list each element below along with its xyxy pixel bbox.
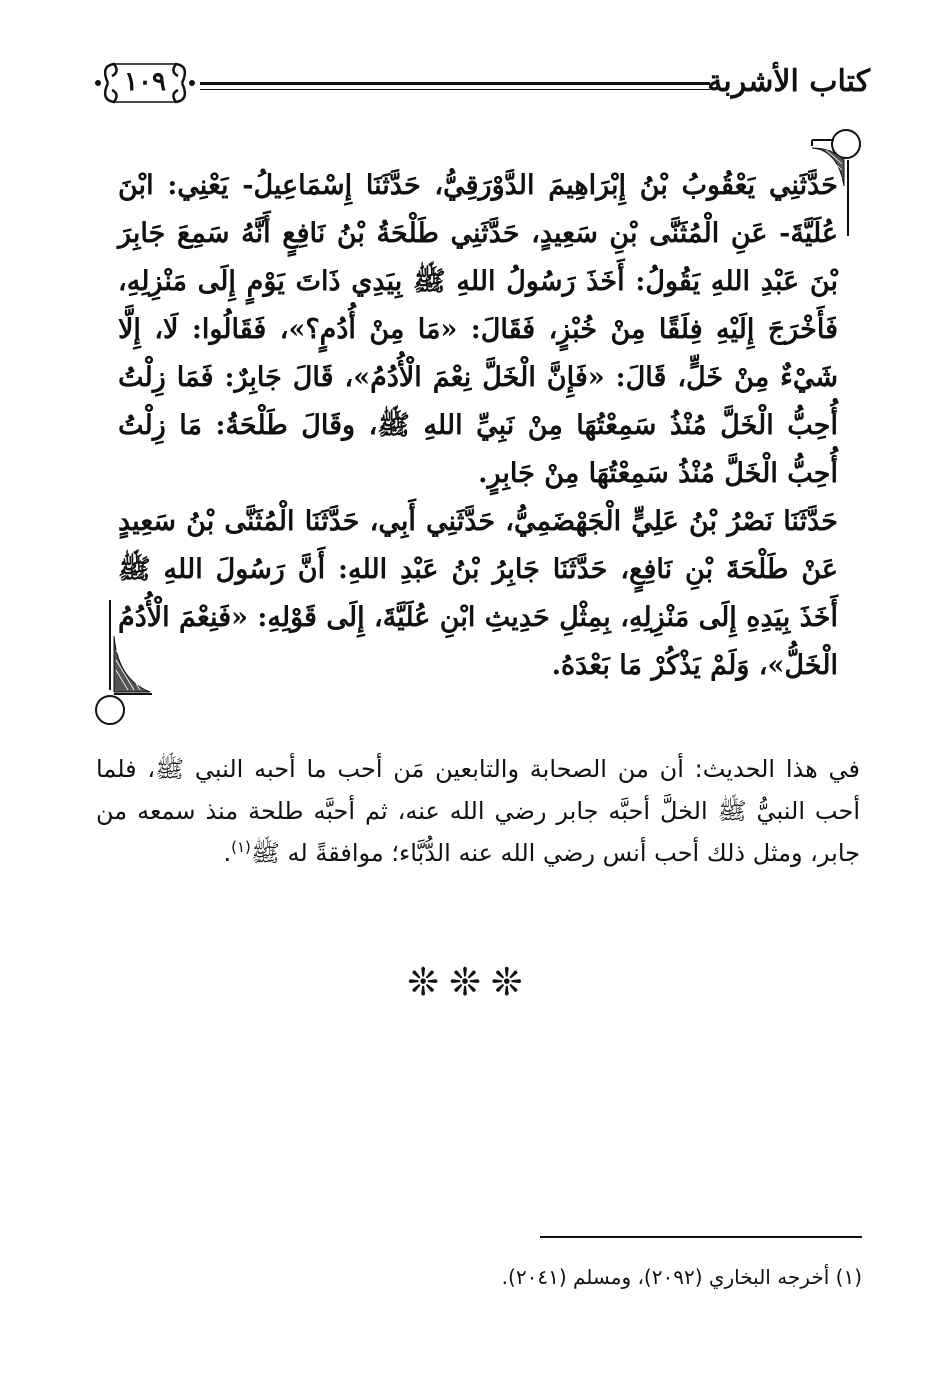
commentary bbox=[96, 748, 860, 874]
footnote-rule bbox=[540, 1236, 862, 1238]
commentary-text: في هذا الحديث: أن من الصحابة والتابعين مَن أحب ما أحبه النبي ﷺ، فلما أحب النبيُّ ﷺ الخلَّ أحبَّه جابر رضي الله عنه، ثم أحبَّه طلحة منذ سمعه من جابر، ومثل ذلك أحب أنس رضي الله عنه الدُّبَّاء؛ موافقةً له ﷺ bbox=[96, 755, 860, 867]
page-header bbox=[90, 58, 870, 118]
commentary-paragraph bbox=[96, 748, 860, 874]
section-separator: ❊❊❊ bbox=[407, 960, 533, 1004]
hadith-paragraph-1: حَدَّثَنِي يَعْقُوبُ بْنُ إِبْرَاهِيمَ الدَّوْرَقِيُّ، حَدَّثَنَا إِسْمَاعِيلُ- يَعْنِي: ابْنَ عُلَيَّةَ- عَنِ الْمُثَنَّى بْنِ سَعِيدٍ، حَدَّثَنِي طَلْحَةُ بْنُ نَافِعٍ أَنَّهُ سَمِعَ جَابِرَ بْنَ عَبْدِ اللهِ يَقُولُ: أَخَذَ رَسُولُ اللهِ ﷺ بِيَدِي ذَاتَ يَوْمٍ إِلَى مَنْزِلِهِ، فَأَخْرَجَ إِلَيْهِ فِلَقًا مِنْ خُبْزٍ، فَقَالَ: «مَا مِنْ أُدُمٍ؟»، فَقَالُوا: لَا، إِلَّا شَيْءٌ مِنْ خَلٍّ، قَالَ: «فَإِنَّ الْخَلَّ نِعْمَ الْأُدُمُ»، قَالَ جَابِرٌ: فَمَا زِلْتُ أُحِبُّ الْخَلَّ مُنْذُ سَمِعْتُهَا مِنْ نَبِيِّ اللهِ ﷺ، وقَالَ طَلْحَةُ: مَا زِلْتُ أُحِبُّ الْخَلَّ مُنْذُ سَمِعْتُهَا مِنْ جَابِرٍ. bbox=[118, 170, 838, 489]
book-title: كتاب الأشربة bbox=[707, 64, 870, 99]
page-number-ornament bbox=[90, 58, 200, 108]
commentary-end: . bbox=[223, 839, 232, 867]
hadith-paragraph-2: حَدَّثَنَا نَصْرُ بْنُ عَلِيٍّ الْجَهْضَمِيُّ، حَدَّثَنِي أَبِي، حَدَّثَنَا الْمُثَنَّى بْنُ سَعِيدٍ عَنْ طَلْحَةَ بْنِ نَافِعٍ، حَدَّثَنَا جَابِرُ بْنُ عَبْدِ اللهِ: أَنَّ رَسُولَ اللهِ ﷺ أَخَذَ بِيَدِهِ إِلَى مَنْزِلِهِ، بِمِثْلِ حَدِيثِ ابْنِ عُلَيَّةَ، إِلَى قَوْلِهِ: «فَنِعْمَ الْأُدُمُ الْخَلُّ»، وَلَمْ يَذْكُرْ مَا بَعْدَهُ. bbox=[118, 506, 838, 681]
footnote-reference: (١) bbox=[231, 838, 251, 856]
page-number: ١٠٩ bbox=[124, 67, 166, 97]
footnote: (١) أخرجه البخاري (٢٠٩٢)، ومسلم (٢٠٤١). bbox=[501, 1265, 862, 1289]
header-rule bbox=[200, 82, 710, 90]
hadith-text-block bbox=[118, 162, 838, 690]
